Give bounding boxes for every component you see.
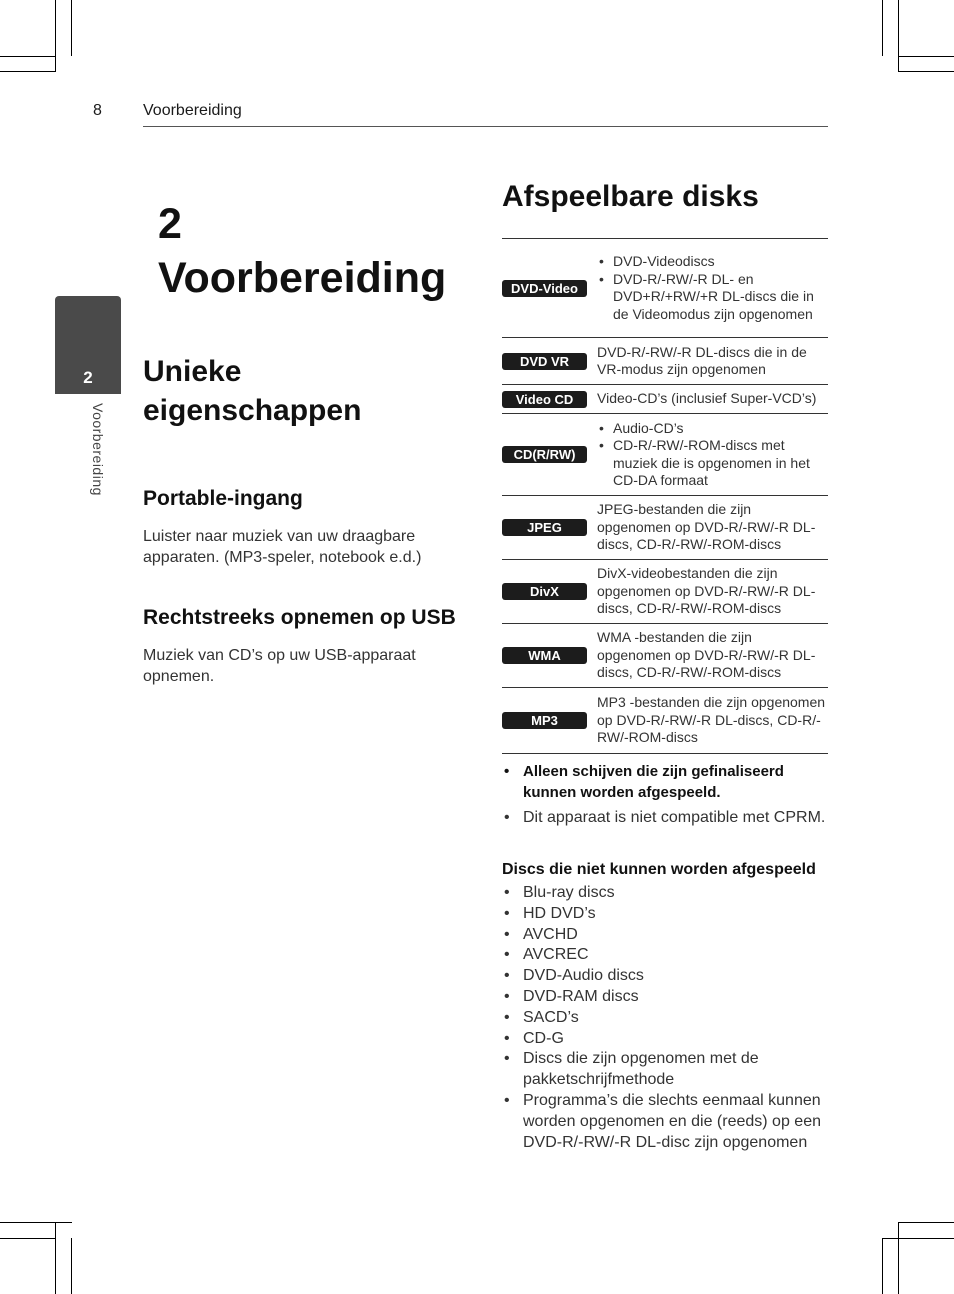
list-item: • SACD’s <box>502 1008 828 1029</box>
disc-description: DVD-R/-RW/-R DL-discs die in de VR-modus zijn opgenomen <box>597 343 807 377</box>
disc-description <box>597 420 828 490</box>
header-rule <box>143 126 828 127</box>
chapter-tab <box>55 296 121 394</box>
list-item: • CD-G <box>502 1029 828 1050</box>
list-item: • AVCREC <box>502 945 828 966</box>
disc-badge: Video CD <box>502 391 587 408</box>
disc-description: DivX-videobestanden die zijn opgenomen op DVD-R/-RW/-R DL-discs, CD-R/-RW/-ROM-discs <box>597 565 816 617</box>
chapter-tab-label: Voorbereiding <box>90 403 106 496</box>
disc-row-cd <box>502 414 828 496</box>
disc-description: JPEG-bestanden die zijn opgenomen op DVD-R/-RW/-R DL-discs, CD-R/-RW/-ROM-discs <box>597 501 816 553</box>
playback-notes <box>502 761 828 828</box>
disc-description: MP3 -bestanden die zijn opgenomen op DVD-R/-RW/-R DL-discs, CD-R/-RW/-ROM-discs <box>597 694 826 746</box>
list-item: • Programma’s die slechts eenmaal kunnen worden opgenomen en die (reeds) op een DVD-R/-RW/-R DL-disc zijn opgenomen <box>502 1091 828 1153</box>
disc-row-jpeg <box>502 496 828 560</box>
disc-description-item: • Audio-CD’s <box>597 420 828 438</box>
disc-description-item: • DVD-Videodiscs <box>597 253 828 271</box>
list-item: • Discs die zijn opgenomen met de pakketschrijfmethode <box>502 1049 828 1091</box>
disc-description-item: • DVD-R/-RW/-R DL- en DVD+R/+RW/+R DL-discs die in de Videomodus zijn opgenomen <box>597 271 828 324</box>
note-item: • Alleen schijven die zijn gefinaliseerd kunnen worden afgespeeld. <box>502 761 828 803</box>
chapter-name: Voorbereiding <box>158 254 447 302</box>
disc-description-item: • CD-R/-RW/-ROM-discs met muziek die is opgenomen in het CD-DA formaat <box>597 437 828 490</box>
running-head: Voorbereiding <box>143 102 242 119</box>
section-title-discs: Afspeelbare disks <box>502 180 759 213</box>
disc-description <box>597 253 828 323</box>
list-item: • AVCHD <box>502 925 828 946</box>
list-item: • DVD-RAM discs <box>502 987 828 1008</box>
disc-row-mp3 <box>502 688 828 754</box>
disc-badge: DVD VR <box>502 353 587 370</box>
feature-title-usb: Rechtstreeks opnemen op USB <box>143 606 456 629</box>
page-number: 8 <box>93 102 102 119</box>
non-playable-list <box>502 883 828 1153</box>
note-item: • Dit apparaat is niet compatible met CPRM. <box>502 807 828 828</box>
disc-description: WMA -bestanden die zijn opgenomen op DVD-R/-RW/-R DL-discs, CD-R/-RW/-ROM-discs <box>597 629 816 681</box>
playable-disc-table <box>502 238 828 754</box>
disc-badge: CD(R/RW) <box>502 446 587 463</box>
list-item: • DVD-Audio discs <box>502 966 828 987</box>
disc-badge: DivX <box>502 583 587 600</box>
disc-row-wma <box>502 624 828 688</box>
disc-badge: JPEG <box>502 519 587 536</box>
feature-text-usb: Muziek van CD’s op uw USB-apparaat opnemen. <box>143 647 416 685</box>
disc-description: Video-CD’s (inclusief Super-VCD’s) <box>597 390 817 407</box>
chapter-number: 2 <box>158 200 182 248</box>
disc-row-dvd-vr <box>502 338 828 385</box>
chapter-tab-number: 2 <box>83 368 93 387</box>
feature-text-portable: Luister naar muziek van uw draagbare apparaten. (MP3-speler, notebook e.d.) <box>143 528 422 566</box>
disc-row-dvd-video <box>502 239 828 338</box>
chapter-title <box>158 197 446 305</box>
disc-row-video-cd <box>502 385 828 414</box>
non-playable-title: Discs die niet kunnen worden afgespeeld <box>502 861 816 878</box>
disc-row-divx <box>502 560 828 624</box>
disc-badge: MP3 <box>502 712 587 729</box>
list-item: • HD DVD’s <box>502 904 828 925</box>
section-title-features: Unieke eigenschappen <box>143 355 362 427</box>
feature-title-portable: Portable-ingang <box>143 487 303 510</box>
disc-badge: DVD-Video <box>502 280 587 297</box>
disc-badge: WMA <box>502 647 587 664</box>
list-item: • Blu-ray discs <box>502 883 828 904</box>
